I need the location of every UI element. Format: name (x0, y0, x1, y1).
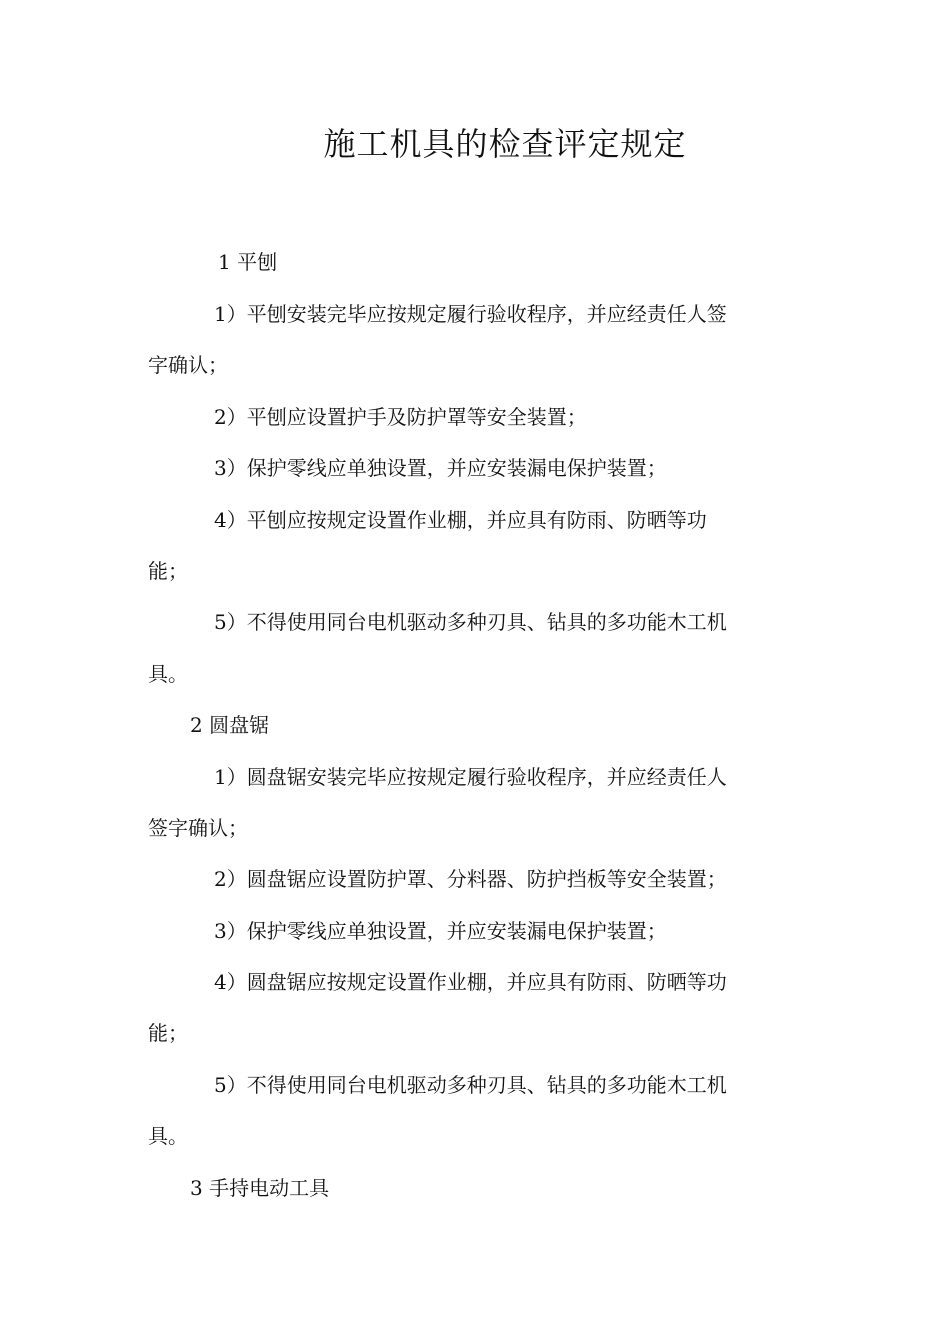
list-item-continuation: 签字确认； (148, 816, 248, 840)
list-item: 4）圆盘锯应按规定设置作业棚，并应具有防雨、防晒等功 (214, 970, 727, 994)
list-item: 5）不得使用同台电机驱动多种刃具、钻具的多功能木工机 (214, 610, 727, 634)
list-item: 1）平刨安装完毕应按规定履行验收程序，并应经责任人签 (214, 302, 727, 326)
list-item: 1）圆盘锯安装完毕应按规定履行验收程序，并应经责任人 (214, 765, 727, 789)
section-heading: 1 平刨 (218, 250, 278, 274)
list-item-continuation: 具。 (148, 1124, 188, 1148)
section-heading: 3 手持电动工具 (190, 1176, 330, 1200)
list-item: 2）圆盘锯应设置防护罩、分料器、防护挡板等安全装置； (214, 867, 727, 891)
list-item: 2）平刨应设置护手及防护罩等安全装置； (214, 405, 587, 429)
list-item: 3）保护零线应单独设置，并应安装漏电保护装置； (214, 919, 667, 943)
list-item: 3）保护零线应单独设置，并应安装漏电保护装置； (214, 456, 667, 480)
list-item-continuation: 能； (148, 1021, 188, 1045)
list-item-continuation: 具。 (148, 662, 188, 686)
list-item: 5）不得使用同台电机驱动多种刃具、钻具的多功能木工机 (214, 1073, 727, 1097)
list-item-continuation: 字确认； (148, 353, 228, 377)
section-heading: 2 圆盘锯 (190, 713, 270, 737)
list-item-continuation: 能； (148, 559, 188, 583)
list-item: 4）平刨应按规定设置作业棚，并应具有防雨、防晒等功 (214, 508, 707, 532)
document-title: 施工机具的检查评定规定 (323, 125, 687, 163)
